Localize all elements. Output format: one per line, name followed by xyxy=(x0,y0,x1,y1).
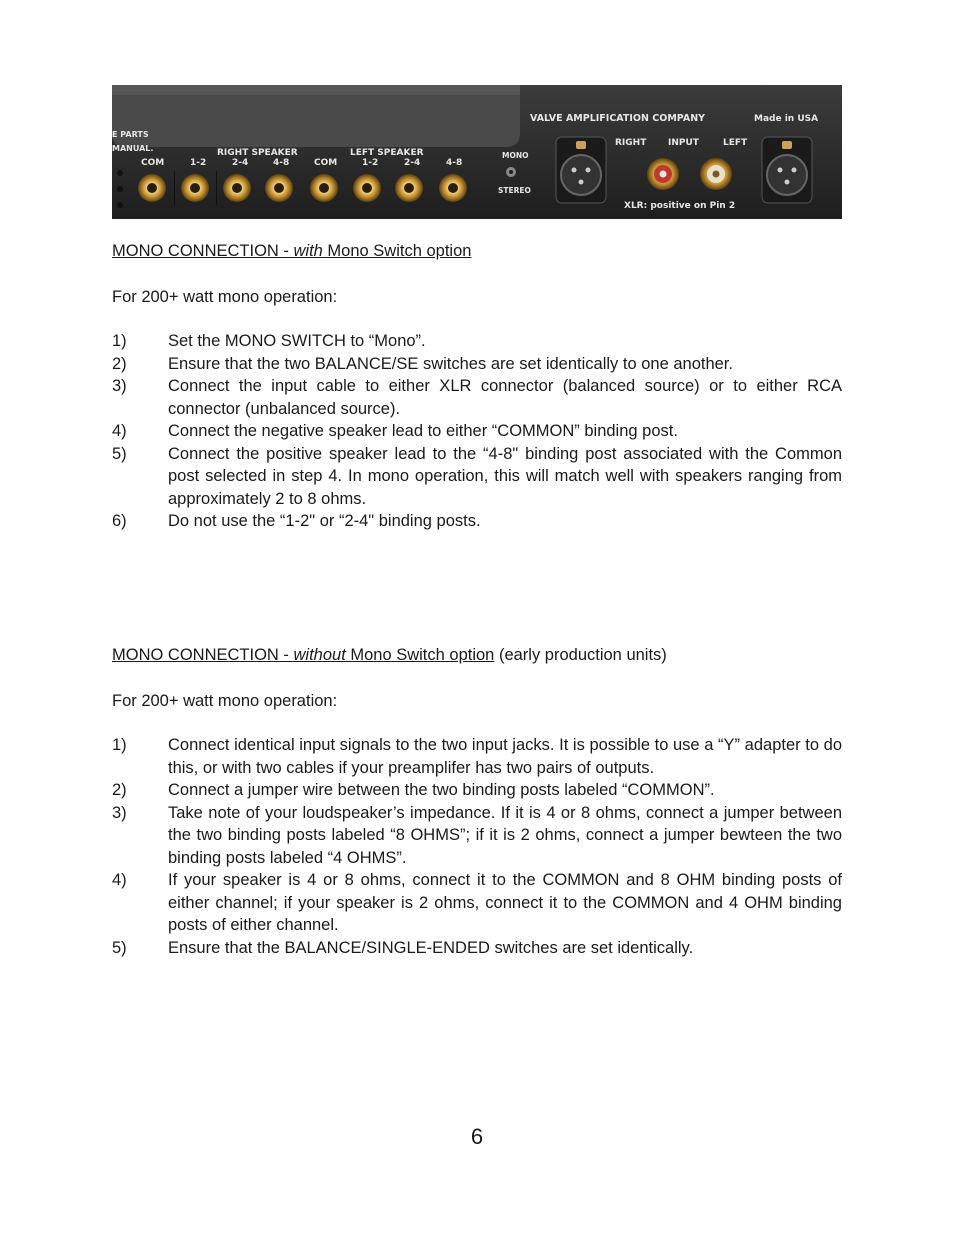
ohm-2-4-label-right: 2-4 xyxy=(232,158,249,168)
ohm-1-2-label-left: 1-2 xyxy=(362,158,379,168)
section1-heading-prefix: MONO CONNECTION - xyxy=(112,242,294,260)
page-number: 6 xyxy=(470,1124,484,1149)
section1-heading-suffix: Mono Switch option xyxy=(322,242,472,260)
list-item: 5) Connect the positive speaker lead to the “4-8" binding post associated with the Common post selected in step 4. In mono operation, this will match well with speakers ranging from approximately 2 to 8 ohms. xyxy=(112,444,842,508)
rca-jack-right xyxy=(647,158,679,190)
right-input-label: RIGHT xyxy=(615,138,647,148)
stereo-label: STEREO xyxy=(498,186,531,195)
ohm-1-2-label-right: 1-2 xyxy=(190,158,207,168)
xlr-note-label: XLR: positive on Pin 2 xyxy=(624,201,736,211)
section1-heading-italic: with xyxy=(293,242,323,260)
right-speaker-label: RIGHT SPEAKER xyxy=(217,148,298,158)
rca-jack-left xyxy=(700,158,732,190)
ohm-4-8-label-left: 4-8 xyxy=(446,158,463,168)
made-in-usa-label: Made in USA xyxy=(754,114,819,124)
input-label: INPUT xyxy=(668,138,699,148)
list-item: 3) Connect the input cable to either XLR connector (balanced source) or to either RCA connector (unbalanced source). xyxy=(112,377,842,418)
xlr-connector-left xyxy=(762,137,812,203)
ohm-2-4-label-left: 2-4 xyxy=(404,158,421,168)
section2-heading-suffix: Mono Switch option xyxy=(345,646,495,664)
section1-heading xyxy=(112,240,471,262)
section2-heading-tail: (early production units) xyxy=(494,646,667,664)
section2-steps xyxy=(112,734,842,959)
manual-label: MANUAL. xyxy=(112,144,154,153)
section2-heading xyxy=(112,644,667,666)
list-item: 6) Do not use the “1-2" or “2-4" binding posts. xyxy=(112,512,481,530)
com-label-1: COM xyxy=(141,158,165,168)
list-item: 4) Connect the negative speaker lead to either “COMMON” binding post. xyxy=(112,422,678,440)
list-item: 5) Ensure that the BALANCE/SINGLE-ENDED switches are set identically. xyxy=(112,938,694,957)
list-item: 1) Connect identical input signals to the two input jacks. It is possible to use a “Y” adapter to do this, or with two cables if your preamplifer has two pairs of outputs. xyxy=(112,736,842,777)
company-label: VALVE AMPLIFICATION COMPANY xyxy=(530,113,706,124)
list-item: 2) Ensure that the two BALANCE/SE switches are set identically to one another. xyxy=(112,354,733,373)
xlr-connector-right xyxy=(556,137,606,203)
parts-label: E PARTS xyxy=(112,130,149,139)
left-speaker-label: LEFT SPEAKER xyxy=(350,148,424,158)
rear-panel-illustration xyxy=(112,85,842,219)
ohm-4-8-label-right: 4-8 xyxy=(273,158,290,168)
list-item: 2) Connect a jumper wire between the two binding posts labeled “COMMON”. xyxy=(112,781,715,799)
section2-heading-italic: without xyxy=(293,646,346,664)
list-item: 4) If your speaker is 4 or 8 ohms, connect it to the COMMON and 8 OHM binding posts of either channel; if your speaker is 2 ohms, connect it to the COMMON and 4 OHM binding posts of either channel. xyxy=(112,871,842,934)
section1-steps xyxy=(112,330,842,533)
com-label-2: COM xyxy=(314,158,338,168)
section2-heading-prefix: MONO CONNECTION - xyxy=(112,646,294,664)
section1-intro: For 200+ watt mono operation: xyxy=(112,288,338,306)
list-item: 3) Take note of your loudspeaker’s impedance. If it is 4 or 8 ohms, connect a jumper between the two binding posts labeled “8 OHMS”; if it is 2 ohms, connect a jumper bewteen the two binding posts labeled “4 OHMS”. xyxy=(112,803,842,867)
section2-intro: For 200+ watt mono operation: xyxy=(112,692,338,710)
left-input-label: LEFT xyxy=(723,138,748,148)
list-item: 1) Set the MONO SWITCH to “Mono”. xyxy=(112,332,426,350)
rear-panel-photo xyxy=(112,85,842,219)
mono-label: MONO xyxy=(502,151,529,160)
